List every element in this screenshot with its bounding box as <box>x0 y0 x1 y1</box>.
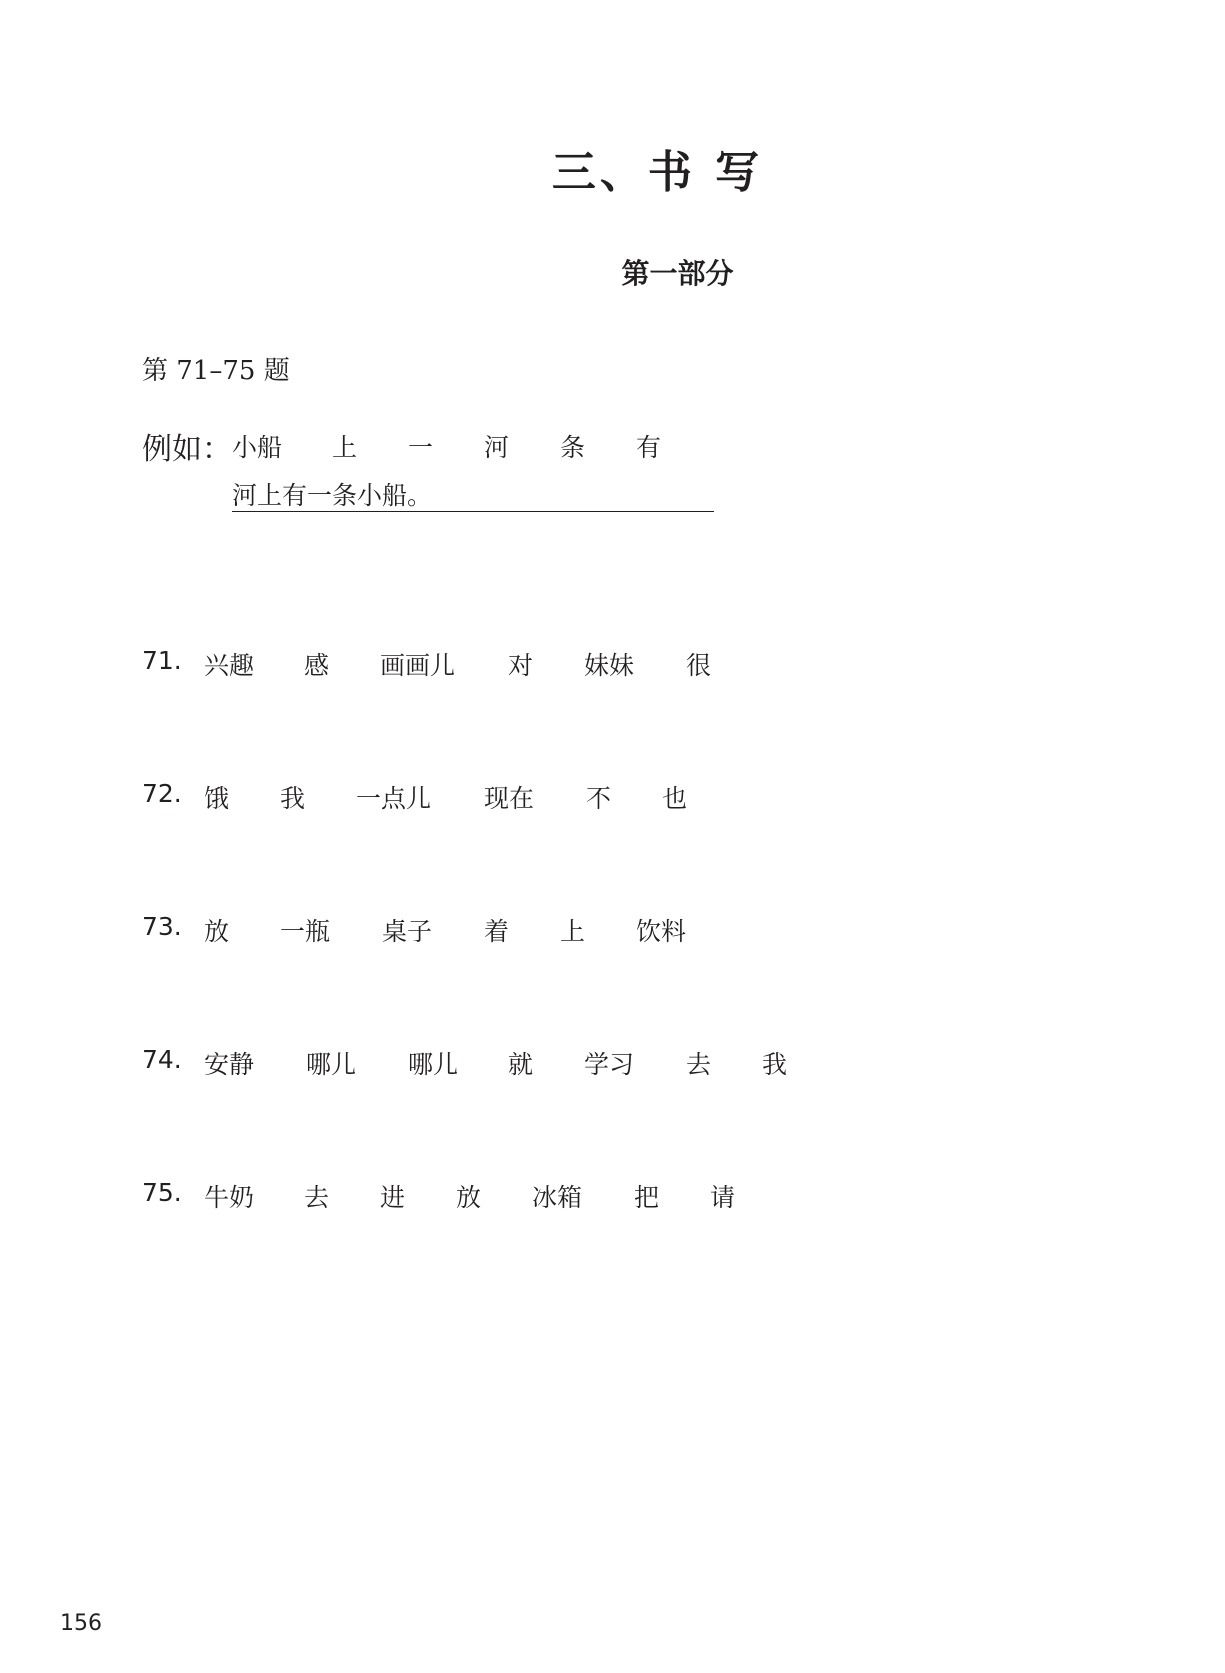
word-tile: 桌子 <box>382 917 433 946</box>
word-tile: 我 <box>762 1050 788 1079</box>
question-73 <box>142 912 687 946</box>
word-tile: 牛奶 <box>204 1183 255 1212</box>
question-number: 72. <box>142 779 182 808</box>
word-tile: 兴趣 <box>204 651 255 680</box>
word-tile: 我 <box>280 784 306 813</box>
example-word: 河 <box>484 433 510 462</box>
word-tile: 学习 <box>584 1050 635 1079</box>
word-tile: 请 <box>710 1183 736 1212</box>
example-label: 例如： <box>142 432 232 467</box>
word-tile: 对 <box>508 651 534 680</box>
example-word: 条 <box>560 433 586 462</box>
question-75 <box>142 1178 736 1212</box>
word-tile: 饿 <box>204 784 230 813</box>
question-number: 75. <box>142 1178 182 1207</box>
word-tile: 哪儿 <box>306 1050 357 1079</box>
word-tile: 进 <box>380 1183 406 1212</box>
word-tile: 哪儿 <box>408 1050 459 1079</box>
word-tile: 饮料 <box>636 917 687 946</box>
word-tile: 去 <box>304 1183 330 1212</box>
word-tile: 冰箱 <box>532 1183 583 1212</box>
question-number: 73. <box>142 912 182 941</box>
question-71 <box>142 646 712 680</box>
word-tile: 也 <box>662 784 688 813</box>
word-tile: 去 <box>686 1050 712 1079</box>
word-tile: 安静 <box>204 1050 255 1079</box>
word-tile: 放 <box>204 917 230 946</box>
section-title: 三、书 写 <box>551 147 764 198</box>
word-tile: 不 <box>586 784 612 813</box>
word-tile: 画画儿 <box>380 651 456 680</box>
question-range: 第 71–75 题 <box>142 356 290 386</box>
example-word: 一 <box>408 433 434 462</box>
word-tile: 很 <box>686 651 712 680</box>
word-tile: 放 <box>456 1183 482 1212</box>
page-number: 156 <box>60 1611 102 1636</box>
example-word: 有 <box>636 433 662 462</box>
word-tile: 一点儿 <box>356 784 432 813</box>
word-tile: 就 <box>508 1050 534 1079</box>
word-tile: 着 <box>484 917 510 946</box>
question-number: 71. <box>142 646 182 675</box>
word-tile: 把 <box>634 1183 660 1212</box>
example-word: 上 <box>332 433 358 462</box>
word-tile: 一瓶 <box>280 917 331 946</box>
question-74 <box>142 1045 788 1079</box>
word-tile: 感 <box>304 651 330 680</box>
example-word: 小船 <box>232 433 283 462</box>
question-number: 74. <box>142 1045 182 1074</box>
word-tile: 妹妹 <box>584 651 635 680</box>
word-tile: 现在 <box>484 784 535 813</box>
part-title: 第一部分 <box>621 257 734 290</box>
answer-line <box>232 511 714 512</box>
example-answer: 河上有一条小船。 <box>232 481 433 510</box>
word-tile: 上 <box>560 917 586 946</box>
question-72 <box>142 779 688 813</box>
